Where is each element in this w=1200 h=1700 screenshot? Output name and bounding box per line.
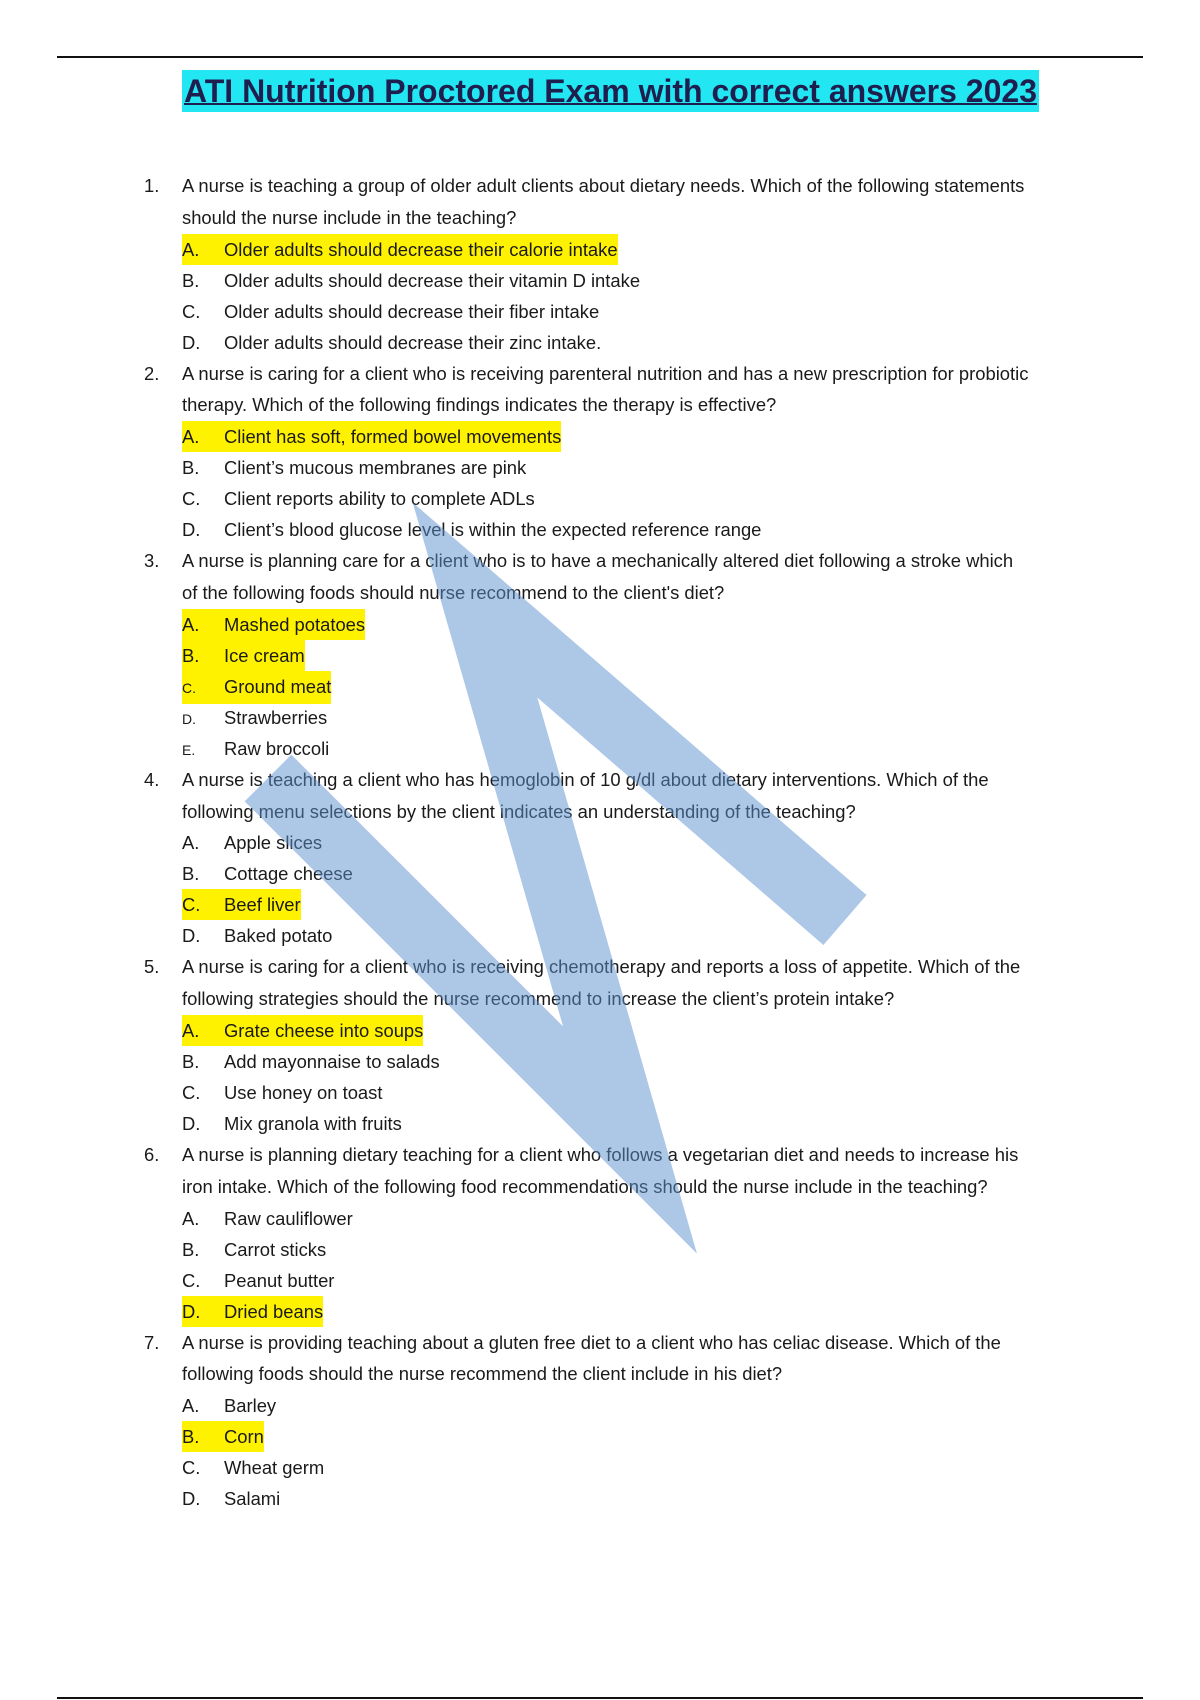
option-letter: B.	[182, 644, 200, 666]
option-letter: D.	[182, 1112, 201, 1134]
option-text: Older adults should decrease their zinc intake.	[224, 331, 602, 353]
option-text: Apple slices	[224, 832, 323, 854]
option-letter: C.	[182, 894, 201, 916]
question-number: 7.	[144, 1331, 160, 1353]
option-content	[182, 920, 332, 951]
option-content	[182, 609, 365, 640]
question-text: A nurse is caring for a client who is receiving parenteral nutrition and has a new prescription for probiotic therapy. Which of the following findings indicates the therapy is effective?	[182, 362, 1029, 416]
answer-option	[0, 514, 1200, 545]
option-content	[182, 640, 305, 671]
option-letter: C.	[182, 300, 201, 322]
question-text: A nurse is caring for a client who is receiving chemotherapy and reports a loss of appetite. Which of the following strategies should the nurse recommend to increase the client’s protein intake?	[182, 956, 1021, 1010]
option-text: Beef liver	[224, 894, 301, 916]
option-letter: C.	[182, 679, 196, 696]
question-text: A nurse is teaching a group of older adult clients about dietary needs. Which of the following statements should the nurse include in the teaching?	[182, 175, 1025, 228]
option-letter: B.	[182, 1238, 200, 1260]
option-content	[182, 1265, 334, 1296]
option-content	[182, 733, 329, 766]
option-text: Older adults should decrease their vitamin D intake	[224, 269, 641, 291]
option-text: Mashed potatoes	[224, 613, 366, 635]
option-content	[182, 265, 640, 296]
option-text: Grate cheese into soups	[224, 1019, 424, 1041]
question-stem	[0, 951, 1032, 1015]
answer-option	[0, 1108, 1200, 1139]
answer-option	[0, 1265, 1200, 1296]
question-number: 3.	[144, 550, 160, 572]
option-text: Raw broccoli	[224, 737, 330, 759]
question-text: A nurse is teaching a client who has hemoglobin of 10 g/dl about dietary interventions. Which of the following menu selections by the client indicates an understanding of the teaching?	[182, 768, 989, 822]
option-letter: A.	[182, 1019, 200, 1041]
answer-option	[0, 858, 1200, 889]
option-letter: A.	[182, 426, 200, 448]
option-letter: A.	[182, 238, 200, 260]
option-text: Older adults should decrease their calorie intake	[224, 238, 618, 260]
question-text: A nurse is planning dietary teaching for a client who follows a vegetarian diet and needs to increase his iron intake. Which of the following food recommendations should the nurse include in the teaching?	[182, 1143, 1019, 1197]
answer-option-correct	[0, 671, 1200, 702]
answer-option	[0, 483, 1200, 514]
option-letter: B.	[182, 1050, 200, 1072]
option-text: Dried beans	[224, 1300, 324, 1322]
question-number: 1.	[144, 175, 160, 196]
option-content	[182, 1046, 440, 1077]
option-letter: D.	[182, 519, 201, 541]
option-letter: D.	[182, 925, 201, 947]
option-text: Ice cream	[224, 644, 305, 666]
option-content	[182, 421, 561, 452]
option-letter: D.	[182, 710, 196, 727]
option-text: Corn	[224, 1426, 264, 1448]
option-letter: A.	[182, 1395, 200, 1417]
answer-option-correct	[0, 609, 1200, 640]
option-content	[182, 234, 618, 265]
question-list	[0, 170, 1200, 1514]
option-content	[182, 452, 526, 483]
answer-option	[0, 1234, 1200, 1265]
option-letter: C.	[182, 1081, 201, 1103]
option-text: Ground meat	[224, 675, 332, 697]
answer-option-correct	[0, 1015, 1200, 1046]
question-number: 2.	[144, 362, 160, 384]
option-letter: B.	[182, 457, 200, 479]
option-letter: C.	[182, 1457, 201, 1479]
answer-option	[0, 1390, 1200, 1421]
question-stem	[0, 764, 1032, 828]
option-content	[182, 1296, 323, 1327]
option-letter: E.	[182, 741, 196, 758]
top-rule	[57, 56, 1143, 58]
option-content	[182, 827, 322, 858]
option-content	[182, 702, 327, 735]
bottom-rule	[57, 1697, 1143, 1699]
answer-option	[0, 1452, 1200, 1483]
option-text: Barley	[224, 1395, 277, 1417]
option-letter: C.	[182, 488, 201, 510]
option-text: Client’s blood glucose level is within the expected reference range	[224, 519, 762, 541]
question-stem	[0, 545, 1032, 609]
answer-option	[0, 920, 1200, 951]
option-text: Raw cauliflower	[224, 1207, 353, 1229]
answer-option-correct	[0, 1421, 1200, 1452]
option-text: Salami	[224, 1488, 281, 1510]
question-stem	[0, 1139, 1032, 1203]
option-text: Peanut butter	[224, 1269, 335, 1291]
option-text: Wheat germ	[224, 1457, 325, 1479]
option-text: Baked potato	[224, 925, 333, 947]
option-letter: C.	[182, 1269, 201, 1291]
option-content	[182, 1452, 324, 1483]
option-content	[182, 889, 301, 920]
option-text: Older adults should decrease their fiber intake	[224, 300, 600, 322]
option-text: Client reports ability to complete ADLs	[224, 488, 535, 510]
question-stem	[0, 1327, 1032, 1391]
option-text: Mix granola with fruits	[224, 1112, 402, 1134]
answer-option-correct	[0, 640, 1200, 671]
option-text: Use honey on toast	[224, 1081, 383, 1103]
option-content	[182, 671, 331, 704]
option-text: Carrot sticks	[224, 1238, 327, 1260]
option-text: Strawberries	[224, 706, 328, 728]
option-letter: A.	[182, 1207, 200, 1229]
answer-option	[0, 1077, 1200, 1108]
answer-option	[0, 296, 1200, 327]
option-content	[182, 1390, 276, 1421]
answer-option	[0, 733, 1200, 764]
option-content	[182, 1234, 326, 1265]
option-letter: D.	[182, 331, 201, 353]
option-content	[182, 296, 599, 327]
option-text: Client has soft, formed bowel movements	[224, 426, 562, 448]
question-text: A nurse is providing teaching about a gluten free diet to a client who has celiac disease. Which of the following foods should the nurse recommend the client include in his diet?	[182, 1331, 1001, 1385]
question-stem	[0, 358, 1032, 422]
option-content	[182, 1483, 280, 1514]
document-title: ATI Nutrition Proctored Exam with correct answers 2023	[182, 70, 1039, 112]
answer-option-correct	[0, 889, 1200, 920]
question-number: 5.	[144, 956, 160, 978]
answer-option	[0, 1046, 1200, 1077]
option-text: Add mayonnaise to salads	[224, 1050, 440, 1072]
option-content	[182, 327, 601, 358]
option-content	[182, 858, 353, 889]
option-content	[182, 483, 535, 514]
option-letter: B.	[182, 269, 200, 291]
option-content	[182, 1203, 353, 1234]
answer-option	[0, 327, 1200, 358]
option-letter: A.	[182, 832, 200, 854]
answer-option-correct	[0, 1296, 1200, 1327]
option-content	[182, 514, 761, 545]
option-content	[182, 1077, 382, 1108]
option-content	[182, 1421, 264, 1452]
option-letter: A.	[182, 613, 200, 635]
question-stem	[0, 170, 1032, 234]
answer-option	[0, 702, 1200, 733]
question-number: 4.	[144, 768, 160, 790]
option-content	[182, 1108, 402, 1139]
option-letter: B.	[182, 1426, 200, 1448]
option-letter: B.	[182, 863, 200, 885]
answer-option	[0, 827, 1200, 858]
answer-option	[0, 265, 1200, 296]
answer-option	[0, 452, 1200, 483]
option-letter: D.	[182, 1488, 201, 1510]
answer-option	[0, 1483, 1200, 1514]
answer-option-correct	[0, 421, 1200, 452]
answer-option-correct	[0, 234, 1200, 265]
answer-option	[0, 1203, 1200, 1234]
question-text: A nurse is planning care for a client who is to have a mechanically altered diet following a stroke which of the following foods should nurse recommend to the client's diet?	[182, 550, 1014, 603]
option-letter: D.	[182, 1300, 201, 1322]
option-content	[182, 1015, 423, 1046]
option-text: Client’s mucous membranes are pink	[224, 457, 527, 479]
option-text: Cottage cheese	[224, 863, 353, 885]
question-number: 6.	[144, 1143, 160, 1165]
